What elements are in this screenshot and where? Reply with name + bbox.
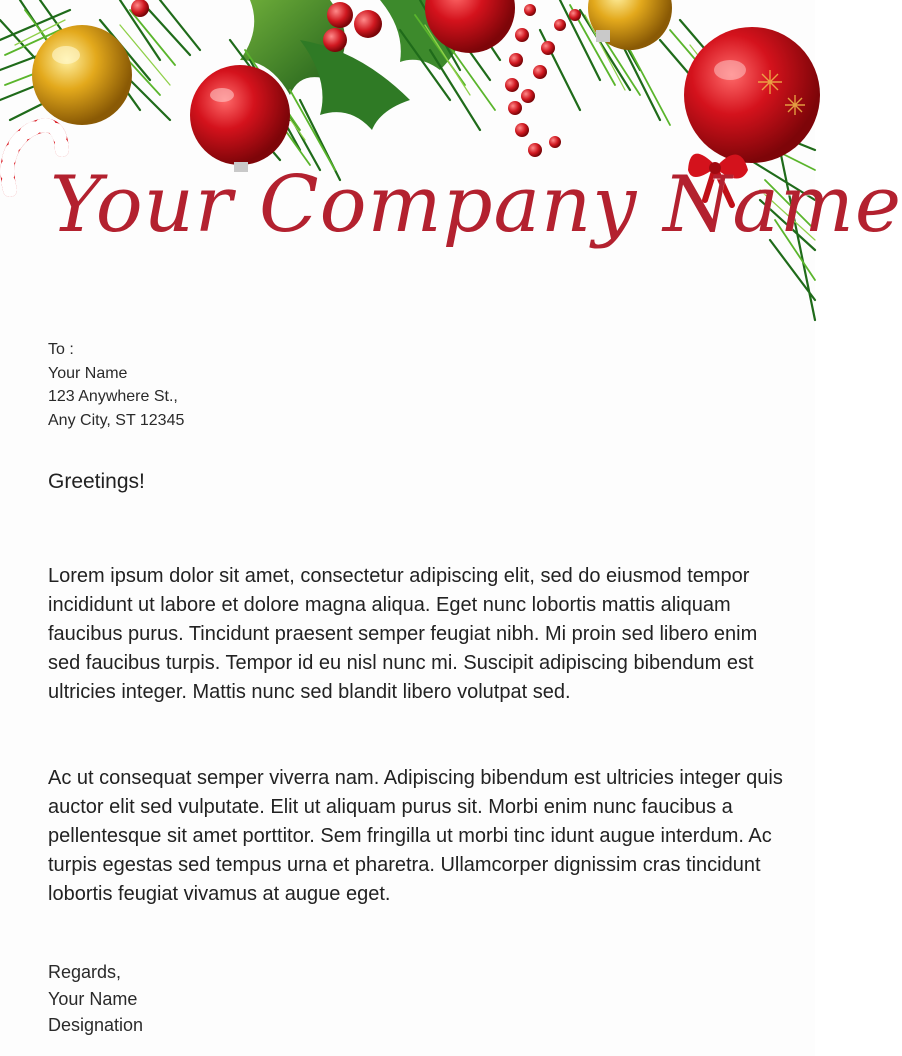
closing-name: Your Name [48, 988, 138, 1009]
body-paragraph-1: Lorem ipsum dolor sit amet, consectetur adipiscing elit, sed do eiusmod tempor incididunt ut labore et dolore magna aliqua. Eget nunc lobortis mattis aliquam faucibus purus. Tincidunt praesent semper feugiat nibh. Mi proin sed libero enim sed faucibus turpis. Tempor id eu nisl nunc mi. Suscipit adipiscing bibendum est ultricies integer. Mattis nunc sed blandit libero volutpat sed. [48, 565, 758, 703]
body-paragraph-2: Ac ut consequat semper viverra nam. Adipiscing bibendum est ultricies integer quis auctor elit sed vulputate. Elit ut aliquam purus sit. Morbi enim nunc faucibus a pellentesque sit amet porttitor. Sem fringilla ut morbi tinc idunt augue interdum. Ac turpis egestas sed tempus urna et pharetra. Ullamcorper dignissim cras tincidunt lobortis feugiat vivamus at augue eget. [48, 767, 783, 905]
recipient-city: Any City, ST 12345 [48, 411, 185, 429]
closing-block [48, 959, 143, 1039]
recipient-street: 123 Anywhere St., [48, 388, 178, 405]
greeting-line: Greetings! [48, 470, 145, 493]
closing-designation: Designation [48, 1015, 144, 1035]
recipient-address-block [48, 338, 184, 432]
recipient-name: Your Name [48, 364, 128, 382]
company-name-heading: Your Company Name [50, 160, 902, 250]
to-label: To : [48, 341, 74, 358]
closing-regards: Regards, [48, 962, 122, 982]
